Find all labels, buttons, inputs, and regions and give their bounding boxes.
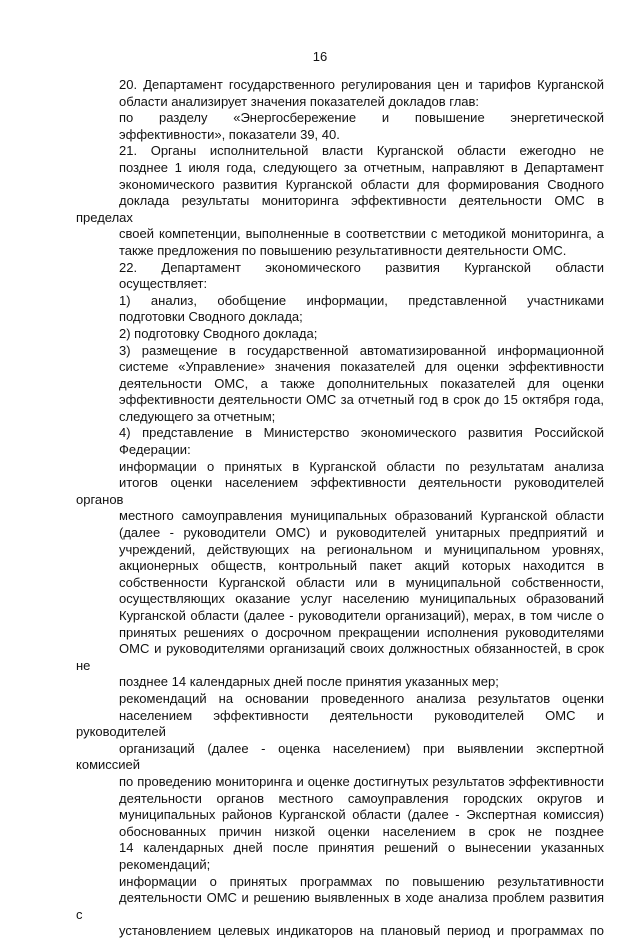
- text-line: принятых решениях о досрочном прекращении исполнения руководителями: [119, 624, 604, 640]
- text-line: доклада результаты мониторинга эффективности деятельности ОМС в пределах: [76, 193, 604, 225]
- text-line: эффективности деятельности ОМС за отчетный год в срок до 15 октября года,: [119, 392, 604, 408]
- item-4-information-measures: [76, 459, 604, 691]
- document-body: [76, 77, 604, 940]
- text-line: 21. Органы исполнительной власти Курганской области ежегодно не: [119, 143, 604, 159]
- text-line: местного самоуправления муниципальных образований Курганской области: [119, 508, 604, 524]
- text-line: 4) представление в Министерство экономического развития Российской: [119, 425, 604, 441]
- text-line: осуществляет:: [119, 276, 208, 292]
- text-line: Федерации:: [119, 442, 191, 458]
- text-line: по проведению мониторинга и оценке достигнутых результатов эффективности: [119, 773, 604, 789]
- text-line: экономического развития Курганской области для формирования Сводного: [119, 176, 604, 192]
- text-line: информации о принятых в Курганской области по результатам анализа: [119, 458, 604, 474]
- text-line: по разделу «Энергосбережение и повышение энергетической: [119, 110, 604, 126]
- text-line: деятельности ОМС, а также дополнительных показателей для оценки: [119, 375, 604, 391]
- page-number: 16: [312, 49, 328, 64]
- text-line: учреждений, действующих на региональном и муниципальном уровнях,: [119, 541, 604, 557]
- text-line: итогов оценки населением эффективности деятельности руководителей органов: [76, 475, 604, 507]
- text-line: 3) размещение в государственной автоматизированной информационной: [119, 342, 604, 358]
- text-line: 20. Департамент государственного регулирования цен и тарифов Курганской: [119, 77, 604, 92]
- item-4: [76, 425, 604, 458]
- text-line: рекомендаций;: [119, 856, 211, 872]
- text-line: эффективности», показатели 39, 40.: [119, 126, 340, 142]
- text-line: своей компетенции, выполненные в соответствии с методикой мониторинга, а: [119, 226, 604, 242]
- text-line: населением эффективности деятельности руководителей ОМС и руководителей: [76, 707, 604, 740]
- text-line: (далее - руководители ОМС) и руководителей унитарных предприятий и: [119, 525, 604, 541]
- text-line: деятельности органов местного самоуправления городских округов и: [119, 790, 604, 806]
- text-line: Курганской области (далее - руководители организаций), мерах, в том числе о: [119, 608, 604, 623]
- text-line: позднее 14 календарных дней после принятия указанных мер;: [119, 674, 499, 690]
- paragraph-20-section: [76, 110, 604, 143]
- text-line: также предложения по повышению результативности деятельности ОМС.: [119, 242, 567, 258]
- item-3: [76, 343, 604, 426]
- paragraph-21: [76, 143, 604, 259]
- text-line: 1) анализ, обобщение информации, представленной участниками: [119, 292, 604, 308]
- text-line: установлением целевых индикаторов на плановый период и программах по: [119, 923, 604, 939]
- text-line: акционерных обществ, контрольный пакет акций которых находится в: [119, 558, 604, 574]
- text-line: осуществляющих оказание услуг населению муниципальных образований: [119, 591, 604, 607]
- text-line: деятельности ОМС и решению выявленных в ходе анализа проблем развития с: [76, 890, 604, 922]
- paragraph-22: [76, 260, 604, 293]
- item-2: [76, 326, 604, 343]
- item-1: [76, 293, 604, 326]
- item-4-information-programs: [76, 874, 604, 940]
- text-line: обоснованных причин низкой оценки населением в срок не позднее: [119, 823, 604, 839]
- paragraph-20: [76, 77, 604, 110]
- text-line: ОМС и руководителями организаций своих должностных обязанностей, в срок не: [76, 641, 604, 673]
- text-line: 14 календарных дней после принятия решений о вынесении указанных: [119, 840, 604, 856]
- item-4-recommendations: [76, 691, 604, 874]
- text-line: информации о принятых программах по повышению результативности: [119, 873, 604, 889]
- text-line: собственности Курганской области или в муниципальной собственности,: [119, 574, 604, 590]
- text-line: позднее 1 июля года, следующего за отчетным, направляют в Департамент: [119, 159, 604, 175]
- text-line: организаций (далее - оценка населением) при выявлении экспертной комиссией: [76, 740, 604, 773]
- text-line: подготовки Сводного доклада;: [119, 309, 303, 325]
- text-line: 2) подготовку Сводного доклада;: [119, 325, 318, 341]
- text-line: следующего за отчетным;: [119, 408, 276, 424]
- text-line: области анализирует значения показателей докладов глав:: [119, 93, 480, 109]
- text-line: муниципальных районов Курганской области (далее - Экспертная комиссия): [119, 807, 604, 823]
- text-line: 22. Департамент экономического развития Курганской области: [119, 259, 604, 275]
- text-line: рекомендаций на основании проведенного анализа результатов оценки: [119, 690, 604, 706]
- text-line: системе «Управление» значения показателей для оценки эффективности: [119, 359, 604, 375]
